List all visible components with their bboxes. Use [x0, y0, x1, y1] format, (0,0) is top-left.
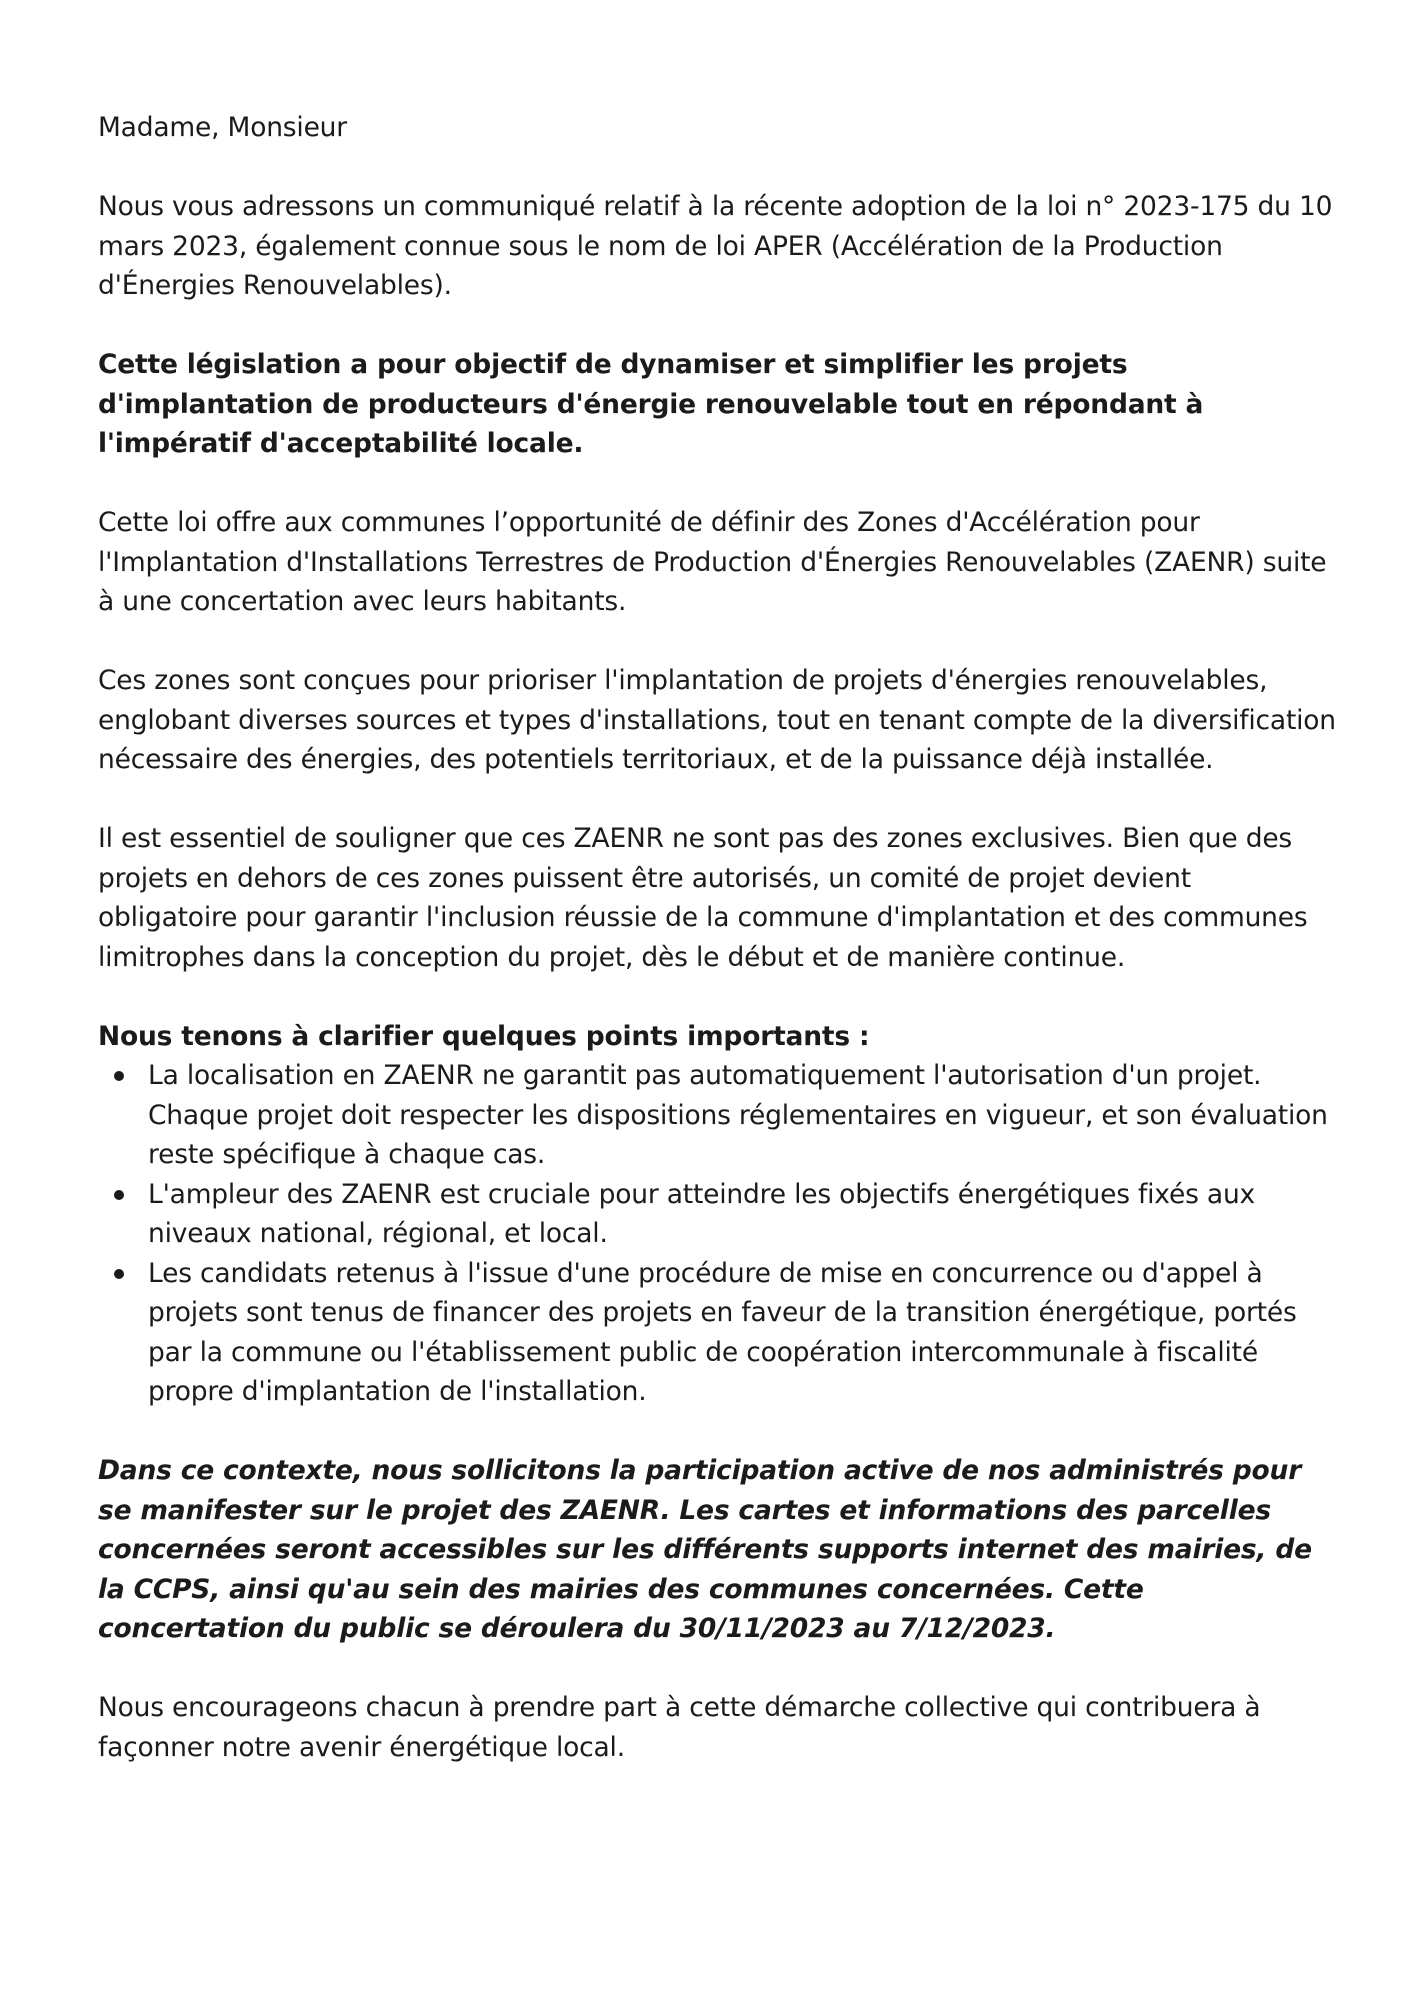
points-heading: Nous tenons à clarifier quelques points importants : — [98, 1020, 870, 1052]
bullet-icon — [114, 1071, 124, 1081]
closing-paragraph: Nous encourageons chacun à prendre part à cette démarche collective qui contribuera à façonner notre avenir énergétique local. — [98, 1692, 1261, 1763]
opportunity-paragraph: Cette loi offre aux communes l’opportunité de définir des Zones d'Accélération pour l'Implantation d'Installations Terrestres de Production d'Énergies Renouvelables (ZAENR) suite à une concertation avec leurs habitants. — [98, 507, 1327, 617]
call-to-action-paragraph: Dans ce contexte, nous sollicitons la participation active de nos administrés pour se manifester sur le projet des ZAENR. Les cartes et informations des parcelles concernées seront accessibles sur les différents supports internet des mairies, de la CCPS, ainsi qu'au sein des mairies des communes concernées. Cette concertation du public se déroulera du 30/11/2023 au 7/12/2023. — [98, 1455, 1312, 1644]
salutation: Madame, Monsieur — [98, 112, 347, 143]
list-item-text: La localisation en ZAENR ne garantit pas automatiquement l'autorisation d'un projet. Chaque projet doit respecter les dispositions réglementaires en vigueur, et son évaluation reste spécifique à chaque cas. — [148, 1060, 1328, 1170]
list-item — [98, 1254, 1338, 1412]
list-item-text: Les candidats retenus à l'issue d'une procédure de mise en concurrence ou d'appel à projets sont tenus de financer des projets en faveur de la transition énergétique, portés par la commune ou l'établissement public de coopération intercommunale à fiscalité propre d'implantation de l'installation. — [148, 1257, 1297, 1407]
letter-body — [98, 108, 1338, 1767]
points-list — [98, 1056, 1338, 1412]
bullet-icon — [114, 1190, 124, 1200]
bullet-icon — [114, 1269, 124, 1279]
zones-paragraph: Ces zones sont conçues pour prioriser l'implantation de projets d'énergies renouvelables, englobant diverses sources et types d'installations, tout en tenant compte de la diversification nécessaire des énergies, des potentiels territoriaux, et de la puissance déjà installée. — [98, 665, 1336, 775]
list-item — [98, 1056, 1338, 1175]
list-item-text: L'ampleur des ZAENR est cruciale pour atteindre les objectifs énergétiques fixés aux niveaux national, régional, et local. — [148, 1178, 1256, 1249]
exclusivity-paragraph: Il est essentiel de souligner que ces ZAENR ne sont pas des zones exclusives. Bien que des projets en dehors de ces zones puissent être autorisés, un comité de projet devient obligatoire pour garantir l'inclusion réussie de la commune d'implantation et des communes limitrophes dans la conception du projet, dès le début et de manière continue. — [98, 823, 1308, 973]
list-item — [98, 1175, 1338, 1254]
intro-paragraph: Nous vous adressons un communiqué relatif à la récente adoption de la loi n° 2023-175 du 10 mars 2023, également connue sous le nom de loi APER (Accélération de la Production d'Énergies Renouvelables). — [98, 191, 1333, 301]
objective-paragraph: Cette législation a pour objectif de dynamiser et simplifier les projets d'implantation de producteurs d'énergie renouvelable tout en répondant à l'impératif d'acceptabilité locale. — [98, 349, 1204, 459]
